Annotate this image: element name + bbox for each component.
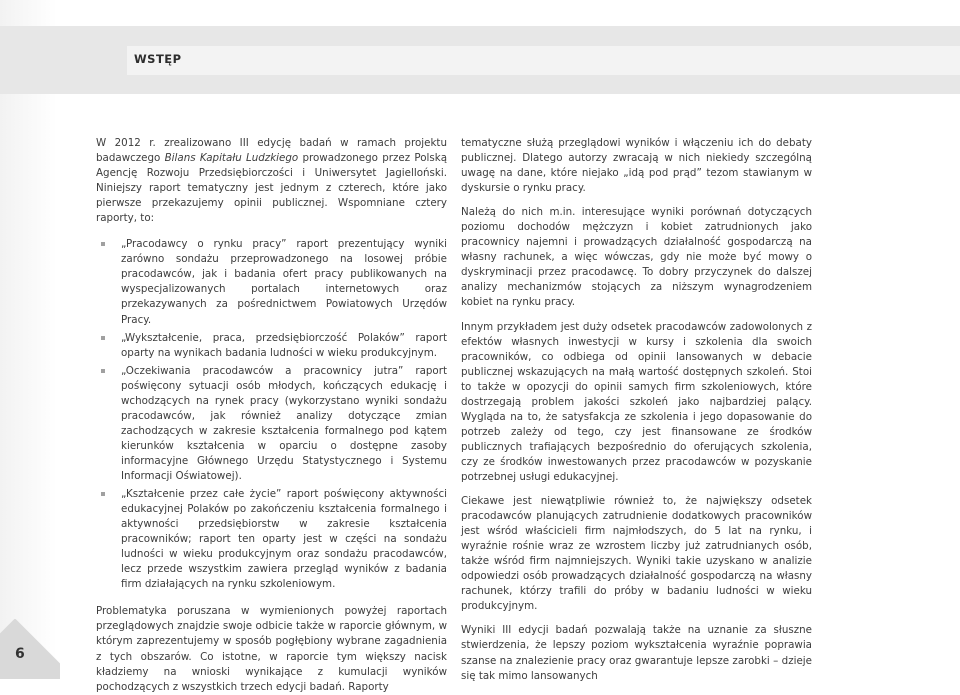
left-column <box>96 136 447 695</box>
list-item: „Kształcenie przez całe życie” raport poświęcony aktywności edukacyjnej Polaków po zakończeniu kształcenia formalnego i aktywności przedsiębiorstw w zakresie kształcenia pracowników; raport ten oparty jest w części na sondażu ludności w wieku produkcyjnym oraz sondażu pracodawców, lecz przede wszystkim zawiera przegląd wyników z badania firm działających na rynku szkoleniowym. <box>121 487 447 592</box>
header-title-box <box>127 46 960 75</box>
page-corner-decoration <box>0 619 60 679</box>
list-item: „Pracodawcy o rynku pracy” raport prezentujący wyniki zarówno sondażu przeprowadzonego na losowej próbie pracodawców, jak i badania ofert pracy publikowanych na wyspecjalizowanych portalach internetowych oraz przekazywanych za pośrednictwem Powiatowych Urzędów Pracy. <box>121 237 447 327</box>
left-margin-strip <box>0 0 57 679</box>
list-item: „Oczekiwania pracodawców a pracownicy jutra” raport poświęcony sytuacji osób młodych, kończących edukację i wchodzących na rynek pracy (wykorzystano wyniki sondażu pracodawców, jak również analizy dotyczące zmian zachodzących w zakresie kształcenia formalnego pod kątem kierunków kształcenia w oparciu o dostępne zasoby informacyjne Głównego Urzędu Statystycznego i Systemu Informacji Oświatowej). <box>121 364 447 484</box>
reports-list <box>96 237 447 592</box>
project-name: Bilans Kapitału Ludzkiego <box>164 152 299 165</box>
page-number: 6 <box>15 646 25 662</box>
right-column <box>461 136 812 684</box>
paragraph: Wyniki III edycji badań pozwalają także na uznanie za słuszne stwierdzenia, że lepszy poziom wykształcenia wyraźnie poprawia szanse na znalezienie pracy oraz gwarantuje lepsze zarobki – dzieje się tak mimo lansowanych <box>461 624 812 682</box>
paragraph: tematyczne służą przeglądowi wyników i włączeniu ich do debaty publicznej. Dlatego autorzy zwracają w nich niekiedy szczególną uwagę na dane, które niejako „idą pod prąd” tezom stawianym w dyskursie o rynku pracy. <box>461 137 812 195</box>
section-title: WSTĘP <box>134 52 182 66</box>
closing-paragraph: Problematyka poruszana w wymienionych powyżej raportach przeglądowych znajdzie swoje odbicie także w raporcie głównym, w którym zaprezentujemy w sposób pogłębiony wybrane zagadnienia z tych obszarów. Co istotne, w raporcie tym większy nacisk kładziemy na wnioski wynikające z kumulacji wyników pochodzących z wszystkich trzech edycji badań. Raporty <box>96 605 447 693</box>
list-item: „Wykształcenie, praca, przedsiębiorczość Polaków” raport oparty na wynikach badania ludności w wieku produkcyjnym. <box>121 331 447 361</box>
paragraph: Należą do nich m.in. interesujące wyniki porównań dotyczących poziomu dochodów mężczyzn i kobiet zatrudnionych jako pracownicy najemni i prowadzących działalność gospodarczą na własny rachunek, a więc wówczas, gdy nie może być mowy o dyskryminacji przez pracodawcę. To dobry przyczynek do dalszej analizy mechanizmów stojących za niższym wynagrodzeniem kobiet na rynku pracy. <box>461 206 812 309</box>
paragraph: Innym przykładem jest duży odsetek pracodawców zadowolonych z efektów własnych inwestycji w kursy i szkolenia dla swoich pracowników, co odbiega od opinii lansowanych w debacie publicznej wskazujących na małą wartość dostępnych szkoleń. Stoi to także w opozycji do opinii samych firm szkoleniowych, które dostrzegają problem jakości szkoleń jako najbardziej palący. Wygląda na to, że satysfakcja ze szkolenia i jego dopasowanie do potrzeb zależy od tego, czy jest finansowane ze środków publicznych trafiających bezpośrednio do oferujących szkolenia, czy ze środków inwestowanych przez pracodawców w pozyskanie potrzebnej usługi edukacyjnej. <box>461 320 812 483</box>
paragraph: Ciekawe jest niewątpliwie również to, że największy odsetek pracodawców planujących zatrudnienie dodatkowych pracowników jest wśród właścicieli firm najmłodszych, do 5 lat na rynku, i wyraźnie rośnie wraz ze wzrostem liczby już zatrudnianych osób, także wśród firm najmniejszych. Wyniki takie uzyskano w analizie odpowiedzi osób prowadzących działalność gospodarczą na własny rachunek, którzy trafili do próby w badaniu ludności w wieku produkcyjnym. <box>461 495 812 613</box>
intro-paragraph: W 2012 r. zrealizowano III edycję badań w ramach projektu badawczego Bilans Kapitału Ludzkiego prowadzonego przez Polską Agencję Rozwoju Przedsiębiorczości i Uniwersytet Jagielloński. Niniejszy raport tematyczny jest jednym z czterech, które jako pierwsze przekazujemy opinii publicznej. Wspomniane cztery raporty, to: <box>96 137 448 225</box>
